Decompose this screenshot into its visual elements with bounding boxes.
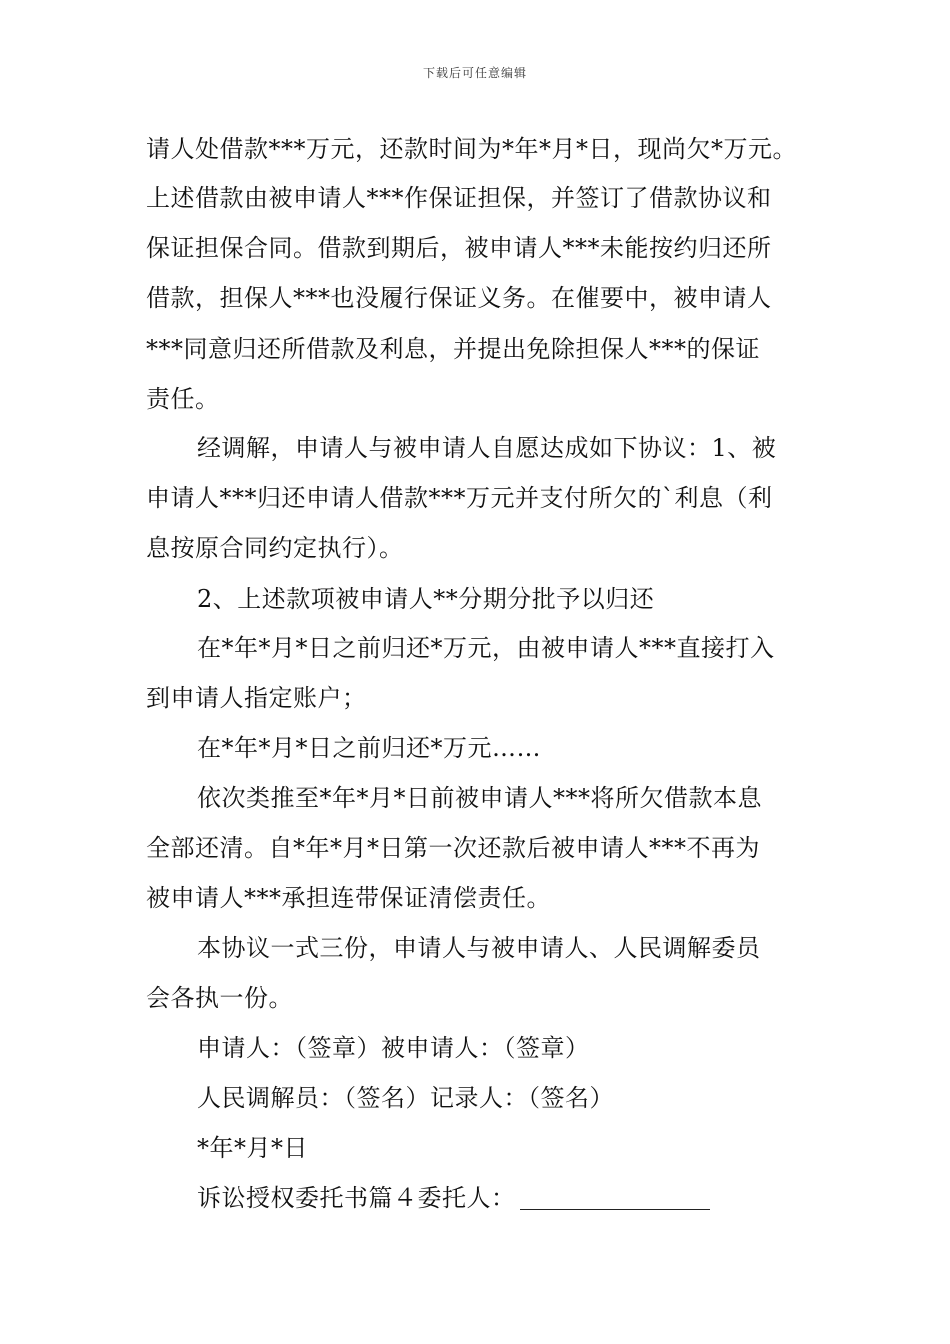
fill-in-blank[interactable] bbox=[520, 1189, 710, 1210]
body-line: 责任。 bbox=[146, 385, 220, 413]
body-line: 保证担保合同。借款到期后，被申请人***未能按约归还所 bbox=[146, 234, 772, 262]
next-section-line bbox=[197, 1182, 710, 1214]
body-line: 到申请人指定账户； bbox=[146, 684, 367, 712]
body-line: 借款，担保人***也没履行保证义务。在催要中，被申请人 bbox=[146, 284, 772, 312]
body-line: 请人处借款***万元，还款时间为*年*月*日，现尚欠*万元。 bbox=[146, 135, 797, 163]
paragraph-first-line: 2、上述款项被申请人**分期分批予以归还 bbox=[197, 585, 655, 613]
signature-line-applicants: 申请人：（签章）被申请人：（签章） bbox=[197, 1034, 590, 1062]
body-line: 全部还清。自*年*月*日第一次还款后被申请人***不再为 bbox=[146, 834, 760, 862]
body-line: 会各执一份。 bbox=[146, 984, 293, 1012]
next-section-text: 诉讼授权委托书篇４委托人： bbox=[197, 1184, 516, 1212]
paragraph-first-line: 在*年*月*日之前归还*万元，由被申请人***直接打入 bbox=[197, 634, 775, 662]
signature-line-mediator: 人民调解员：（签名）记录人：（签名） bbox=[197, 1084, 614, 1112]
body-line: 被申请人***承担连带保证清偿责任。 bbox=[146, 884, 551, 912]
body-line: 上述借款由被申请人***作保证担保，并签订了借款协议和 bbox=[146, 184, 772, 212]
body-line: 申请人***归还申请人借款***万元并支付所欠的`利息（利 bbox=[146, 484, 773, 512]
body-line: 息按原合同约定执行）。 bbox=[146, 534, 404, 562]
date-line: *年*月*日 bbox=[197, 1134, 308, 1162]
body-line: ***同意归还所借款及利息，并提出免除担保人***的保证 bbox=[146, 335, 760, 363]
paragraph-first-line: 经调解，申请人与被申请人自愿达成如下协议：1、被 bbox=[197, 434, 777, 462]
paragraph-first-line: 在*年*月*日之前归还*万元…… bbox=[197, 734, 541, 762]
page-header-note: 下载后可任意编辑 bbox=[422, 66, 527, 80]
paragraph-first-line: 本协议一式三份，申请人与被申请人、人民调解委员 bbox=[197, 934, 761, 962]
paragraph-first-line: 依次类推至*年*月*日前被申请人***将所欠借款本息 bbox=[197, 784, 762, 812]
